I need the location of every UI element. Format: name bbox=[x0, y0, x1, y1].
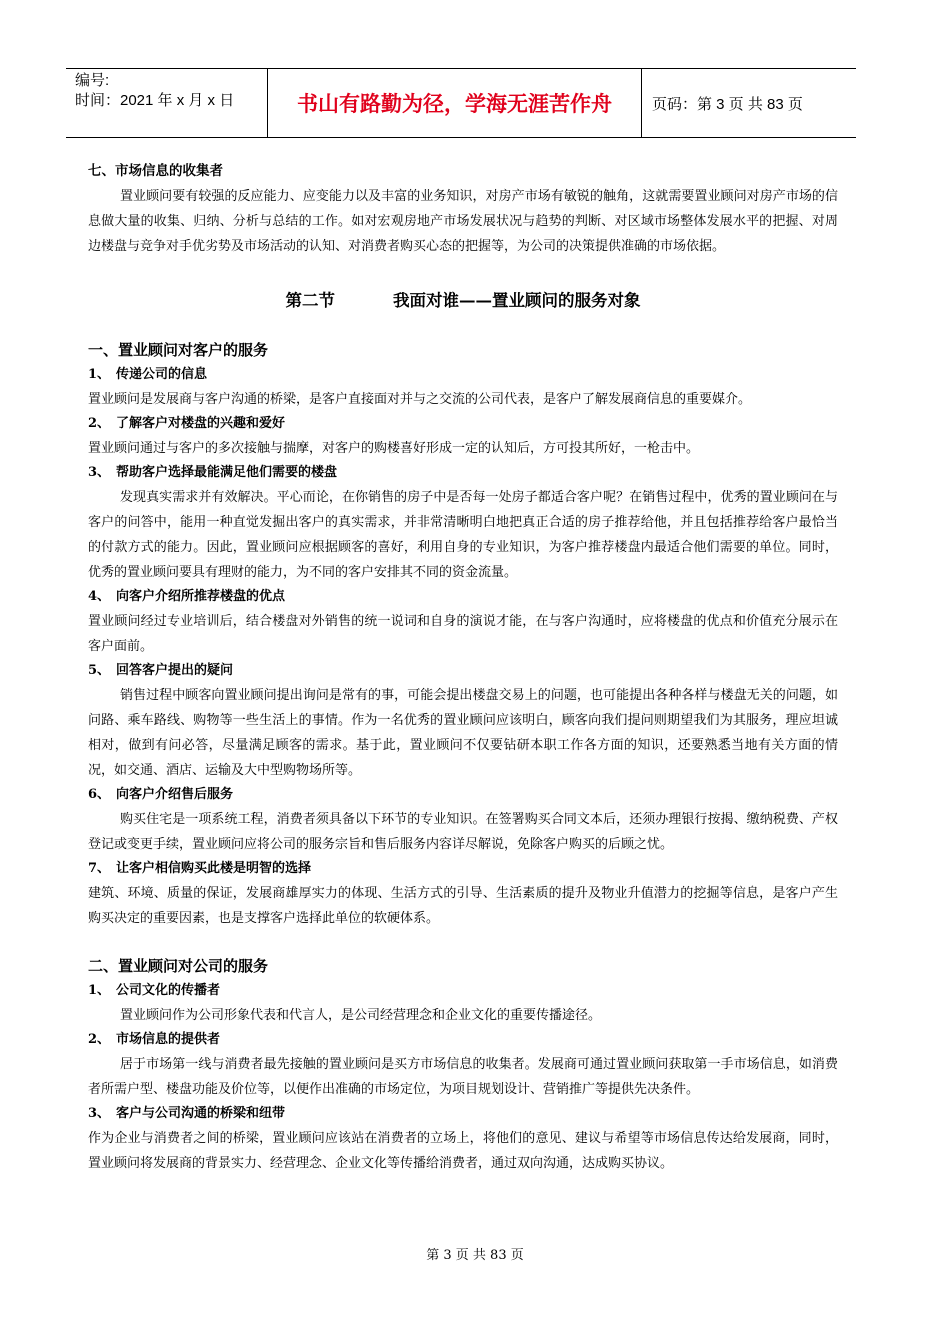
header-page-number: 页码：第 3 页 共 83 页 bbox=[652, 95, 803, 113]
item-heading bbox=[88, 1102, 838, 1126]
item-number: 1、 bbox=[88, 983, 111, 998]
paragraph: 置业顾问作为公司形象代表和代言人，是公司经营理念和企业文化的重要传播途径。 bbox=[120, 1008, 602, 1023]
item-heading bbox=[88, 979, 838, 1003]
item-heading bbox=[88, 1028, 838, 1052]
paragraph: 购买住宅是一项系统工程，消费者须具备以下环节的专业知识。在签署购买合同文本后，还须办理银行按揭、缴纳税费、产权登记或变更手续，置业顾问应将公司的服务宗旨和售后服务内容详尽解说，免除客户购买的后顾之忧。 bbox=[88, 812, 838, 852]
item-heading bbox=[88, 461, 838, 485]
item-title: 向客户介绍所推荐楼盘的优点 bbox=[116, 589, 286, 604]
item-title: 回答客户提出的疑问 bbox=[116, 663, 234, 678]
paragraph: 置业顾问通过与客户的多次接触与揣摩，对客户的购楼喜好形成一定的认知后，方可投其所好，一枪击中。 bbox=[88, 441, 700, 456]
item-title: 了解客户对楼盘的兴趣和爱好 bbox=[116, 416, 286, 431]
item-title: 传递公司的信息 bbox=[116, 367, 208, 382]
paragraph: 置业顾问经过专业培训后，结合楼盘对外销售的统一说词和自身的演说才能，在与客户沟通时，应将楼盘的优点和价值充分展示在客户面前。 bbox=[88, 614, 838, 654]
item-heading bbox=[88, 585, 838, 609]
item-number: 4、 bbox=[88, 589, 111, 604]
item-number: 2、 bbox=[88, 1032, 111, 1047]
header-meta bbox=[66, 69, 266, 137]
item-heading bbox=[88, 363, 838, 387]
paragraph: 置业顾问要有较强的反应能力、应变能力以及丰富的业务知识，对房产市场有敏锐的触角，这就需要置业顾问对房产市场的信息做大量的收集、归纳、分析与总结的工作。如对宏观房地产市场发展状况与趋势的判断、对区域市场整体发展水平的把握、对周边楼盘与竞争对手优劣势及市场活动的认知、对消费者购买心态的把握等，为公司的决策提供准确的市场依据。 bbox=[88, 189, 838, 254]
document-date: 时间：2021 年 x 月 x 日 bbox=[75, 92, 235, 109]
section-title bbox=[88, 287, 838, 315]
item-number: 2、 bbox=[88, 416, 111, 431]
item-heading bbox=[88, 412, 838, 436]
paragraph: 作为企业与消费者之间的桥梁，置业顾问应该站在消费者的立场上，将他们的意见、建议与希望等市场信息传达给发展商，同时，置业顾问将发展商的背景实力、经营理念、企业文化等传播给消费者，通过双向沟通，达成购买协议。 bbox=[88, 1131, 838, 1171]
item-number: 7、 bbox=[88, 861, 111, 876]
document-number-label: 编号: bbox=[75, 72, 110, 89]
paragraph: 销售过程中顾客向置业顾问提出询问是常有的事，可能会提出楼盘交易上的问题，也可能提出各种各样与楼盘无关的问题，如问路、乘车路线、购物等一些生活上的事情。作为一名优秀的置业顾问应该明白，顾客向我们提问则期望我们为其服务，理应坦诚相对，做到有问必答，尽量满足顾客的需求。基于此，置业顾问不仅要钻研本职工作各方面的知识，还要熟悉当地有关方面的情况，如交通、酒店、运输及大中型购物场所等。 bbox=[88, 688, 838, 778]
section-heading: 我面对谁——置业顾问的服务对象 bbox=[393, 291, 641, 310]
item-number: 3、 bbox=[88, 465, 111, 480]
part-heading: 一、置业顾问对客户的服务 bbox=[88, 341, 269, 359]
subsection-heading: 七、市场信息的收集者 bbox=[88, 163, 223, 179]
item-number: 5、 bbox=[88, 663, 111, 678]
item-title: 市场信息的提供者 bbox=[116, 1032, 221, 1047]
item-number: 6、 bbox=[88, 787, 111, 802]
part-heading: 二、置业顾问对公司的服务 bbox=[88, 957, 269, 975]
item-title: 公司文化的传播者 bbox=[116, 983, 221, 998]
item-heading bbox=[88, 783, 838, 807]
item-title: 帮助客户选择最能满足他们需要的楼盘 bbox=[116, 465, 338, 480]
item-heading bbox=[88, 659, 838, 683]
item-title: 客户与公司沟通的桥梁和纽带 bbox=[116, 1106, 286, 1121]
paragraph: 居于市场第一线与消费者最先接触的置业顾问是买方市场信息的收集者。发展商可通过置业顾问获取第一手市场信息，如消费者所需户型、楼盘功能及价位等，以便作出准确的市场定位，为项目规划设计、营销推广等提供先决条件。 bbox=[88, 1057, 838, 1097]
item-heading bbox=[88, 857, 838, 881]
item-title: 向客户介绍售后服务 bbox=[116, 787, 234, 802]
document-body bbox=[88, 158, 838, 1176]
page-header bbox=[66, 68, 856, 138]
item-title: 让客户相信购买此楼是明智的选择 bbox=[116, 861, 312, 876]
section-number: 第二节 bbox=[285, 291, 335, 310]
paragraph: 建筑、环境、质量的保证，发展商雄厚实力的体现、生活方式的引导、生活素质的提升及物业升值潜力的挖掘等信息，是客户产生购买决定的重要因素，也是支撑客户选择此单位的软硬体系。 bbox=[88, 886, 838, 926]
item-number: 3、 bbox=[88, 1106, 111, 1121]
item-number: 1、 bbox=[88, 367, 111, 382]
header-motto: 书山有路勤为径，学海无涯苦作舟 bbox=[267, 69, 642, 137]
paragraph: 发现真实需求并有效解决。平心而论，在你销售的房子中是否每一处房子都适合客户呢？在销售过程中，优秀的置业顾问在与客户的问答中，能用一种直觉发掘出客户的真实需求，并非常清晰明白地把真正合适的房子推荐给他，并且包括推荐给客户最恰当的付款方式的能力。因此，置业顾问应根据顾客的喜好，利用自身的专业知识，为客户推荐楼盘内最适合他们需要的单位。同时，优秀的置业顾问要具有理财的能力，为不同的客户安排其不同的资金流量。 bbox=[88, 490, 838, 580]
page-footer: 第 3 页 共 83 页 bbox=[426, 1248, 524, 1263]
paragraph: 置业顾问是发展商与客户沟通的桥梁，是客户直接面对并与之交流的公司代表，是客户了解发展商信息的重要媒介。 bbox=[88, 392, 752, 407]
